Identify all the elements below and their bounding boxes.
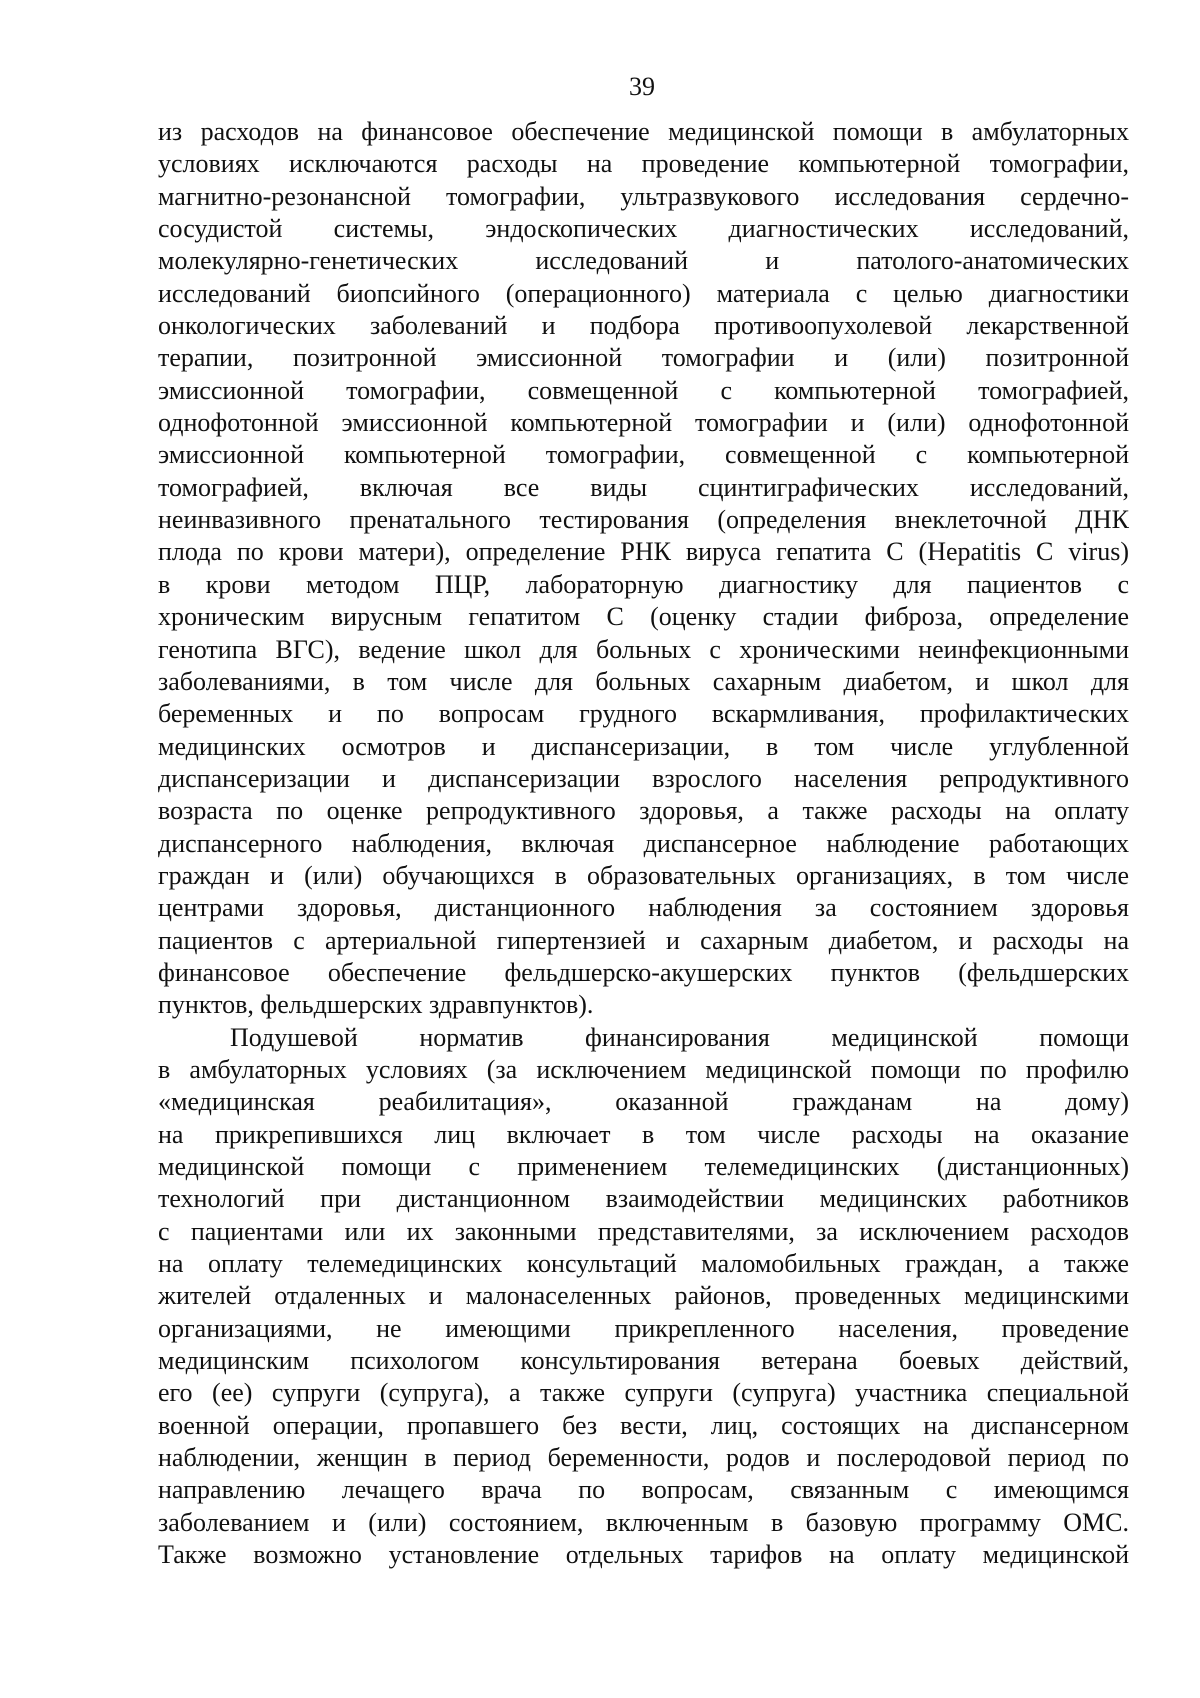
text-line: Подушевой норматив финансирования медицинской помощи	[230, 1022, 1129, 1052]
text-line: молекулярно-генетических исследований и патолого-анатомических	[158, 246, 1129, 276]
text-line: неинвазивного пренатального тестирования (определения внеклеточной ДНК	[158, 505, 1129, 535]
text-line: военной операции, пропавшего без вести, лиц, состоящих на диспансерном	[158, 1410, 1129, 1440]
text-line: технологий при дистанционном взаимодействии медицинских работников	[158, 1184, 1129, 1214]
text-line: магнитно-резонансной томографии, ультразвукового исследования сердечно-	[158, 181, 1129, 211]
text-line: плода по крови матери), определение РНК вируса гепатита С (Hepatitis C virus)	[158, 537, 1129, 567]
text-line: беременных и по вопросам грудного вскармливания, профилактических	[158, 699, 1129, 729]
text-line: возраста по оценке репродуктивного здоровья, а также расходы на оплату	[158, 796, 1129, 826]
text-line: томографией, включая все виды сцинтиграфических исследований,	[158, 472, 1129, 502]
text-line: генотипа ВГС), ведение школ для больных с хроническими неинфекционными	[158, 634, 1129, 664]
text-line: на прикрепившихся лиц включает в том числе расходы на оказание	[158, 1119, 1129, 1149]
text-line: с пациентами или их законными представителями, за исключением расходов	[158, 1216, 1129, 1246]
document-body	[158, 116, 1129, 1571]
text-line: заболеванием и (или) состоянием, включенным в базовую программу ОМС.	[158, 1507, 1129, 1537]
text-line: однофотонной эмиссионной компьютерной томографии и (или) однофотонной	[158, 408, 1129, 438]
text-line: эмиссионной томографии, совмещенной с компьютерной томографией,	[158, 375, 1129, 405]
text-line: в амбулаторных условиях (за исключением медицинской помощи по профилю	[158, 1054, 1129, 1084]
text-line: финансовое обеспечение фельдшерско-акушерских пунктов (фельдшерских	[158, 957, 1129, 987]
paragraph-2	[158, 1022, 1129, 1572]
page-number: 39	[629, 72, 655, 101]
text-line: исследований биопсийного (операционного) материала с целью диагностики	[158, 278, 1129, 308]
text-line: граждан и (или) обучающихся в образовательных организациях, в том числе	[158, 860, 1129, 890]
text-line: на оплату телемедицинских консультаций маломобильных граждан, а также	[158, 1249, 1129, 1279]
text-line: наблюдении, женщин в период беременности, родов и послеродовой период по	[158, 1443, 1129, 1473]
text-line: пунктов, фельдшерских здравпунктов).	[158, 990, 594, 1020]
text-line: медицинской помощи с применением телемедицинских (дистанционных)	[158, 1152, 1129, 1181]
text-line: «медицинская реабилитация», оказанной гражданам на дому)	[158, 1087, 1129, 1117]
text-line: эмиссионной компьютерной томографии, совмещенной с компьютерной	[158, 440, 1129, 470]
text-line: медицинских осмотров и диспансеризации, в том числе углубленной	[158, 731, 1129, 761]
text-line: терапии, позитронной эмиссионной томографии и (или) позитронной	[158, 343, 1129, 373]
text-line: пациентов с артериальной гипертензией и сахарным диабетом, и расходы на	[158, 925, 1129, 955]
text-line: заболеваниями, в том числе для больных сахарным диабетом, и школ для	[158, 666, 1129, 696]
text-line: в крови методом ПЦР, лабораторную диагностику для пациентов с	[158, 569, 1129, 599]
text-line: Также возможно установление отдельных тарифов на оплату медицинской	[158, 1540, 1129, 1570]
text-line: организациями, не имеющими прикрепленного населения, проведение	[158, 1313, 1129, 1343]
text-line: из расходов на финансовое обеспечение медицинской помощи в амбулаторных	[158, 117, 1129, 146]
text-line: диспансеризации и диспансеризации взрослого населения репродуктивного	[158, 763, 1129, 793]
text-line: условиях исключаются расходы на проведение компьютерной томографии,	[158, 149, 1129, 179]
text-line: жителей отдаленных и малонаселенных районов, проведенных медицинскими	[158, 1281, 1129, 1311]
text-line: сосудистой системы, эндоскопических диагностических исследований,	[158, 214, 1129, 244]
text-line: хроническим вирусным гепатитом С (оценку стадии фиброза, определение	[158, 602, 1129, 632]
paragraph-1	[158, 116, 1129, 1022]
text-line: медицинским психологом консультирования ветерана боевых действий,	[158, 1346, 1129, 1376]
text-line: диспансерного наблюдения, включая диспансерное наблюдение работающих	[158, 828, 1129, 858]
text-line: направлению лечащего врача по вопросам, связанным с имеющимся	[158, 1475, 1129, 1505]
text-line: онкологических заболеваний и подбора противоопухолевой лекарственной	[158, 311, 1129, 341]
text-line: его (ее) супруги (супруга), а также супруги (супруга) участника специальной	[158, 1378, 1129, 1408]
text-line: центрами здоровья, дистанционного наблюдения за состоянием здоровья	[158, 893, 1129, 923]
